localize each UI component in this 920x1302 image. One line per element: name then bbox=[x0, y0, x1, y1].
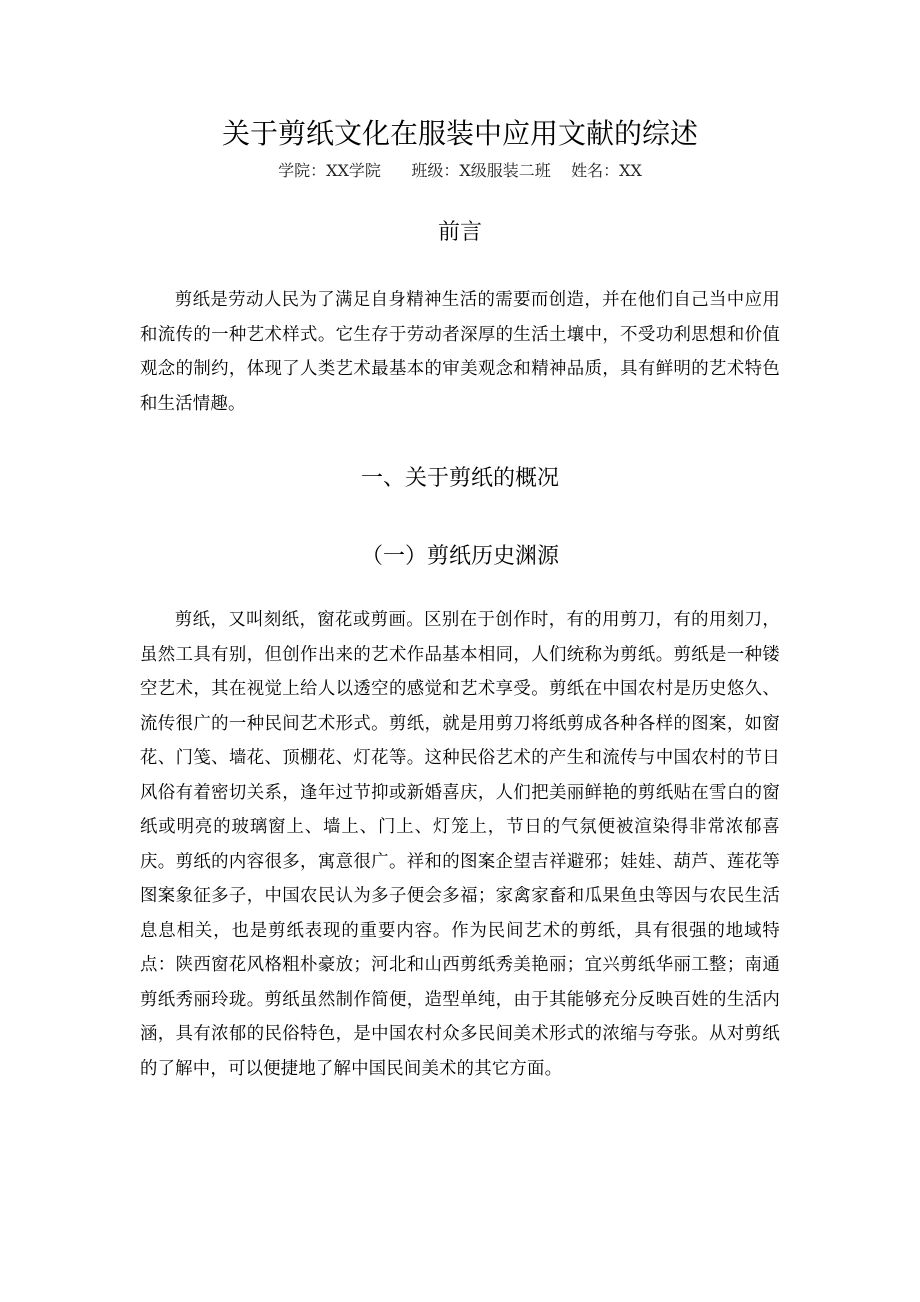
section-1-heading: 一、关于剪纸的概况 bbox=[360, 466, 559, 491]
history-paragraph: 剪纸，又叫刻纸，窗花或剪画。区别在于创作时，有的用剪刀，有的用刻刀，虽然工具有别，但创作出来的艺术作品基本相同，人们统称为剪纸。剪纸是一种镂空艺术，其在视觉上给人以透空的感觉和艺术享受。剪纸在中国农村是历史悠久、流传很广的一种民间艺术形式。剪纸，就是用剪刀将纸剪成各种各样的图案，如窗花、门笺、墙花、顶棚花、灯花等。这种民俗艺术的产生和流传与中国农村的节日风俗有着密切关系，逢年过节抑或新婚喜庆，人们把美丽鲜艳的剪纸贴在雪白的窗纸或明亮的玻璃窗上、墙上、门上、灯笼上，节日的气氛便被渲染得非常浓郁喜庆。剪纸的内容很多，寓意很广。祥和的图案企望吉祥避邪；娃娃、葫芦、莲花等图案象征多子，中国农民认为多子便会多福；家禽家畜和瓜果鱼虫等因与农民生活息息相关，也是剪纸表现的重要内容。作为民间艺术的剪纸，具有很强的地域特点：陕西窗花风格粗朴豪放；河北和山西剪纸秀美艳丽；宜兴剪纸华丽工整；南通剪纸秀丽玲珑。剪纸虽然制作简便，造型单纯，由于其能够充分反映百姓的生活内涵，具有浓郁的民俗特色，是中国农村众多民间美术形式的浓缩与夸张。从对剪纸的了解中，可以便捷地了解中国民间美术的其它方面。 bbox=[140, 610, 780, 1079]
preface-paragraph: 剪纸是劳动人民为了满足自身精神生活的需要而创造，并在他们自己当中应用和流传的一种艺术样式。它生存于劳动者深厚的生活土壤中，不受功利思想和价值观念的制约，体现了人类艺术最基本的审美观念和精神品质，具有鲜明的艺术特色和生活情趣。 bbox=[140, 290, 780, 414]
subsection-1-heading: （一）剪纸历史渊源 bbox=[360, 544, 559, 569]
document-title: 关于剪纸文化在服装中应用文献的综述 bbox=[221, 117, 698, 150]
preface-heading: 前言 bbox=[437, 220, 482, 245]
author-info-line: 学院：XX学院 班级：X级服装二班 姓名：XX bbox=[278, 161, 642, 180]
